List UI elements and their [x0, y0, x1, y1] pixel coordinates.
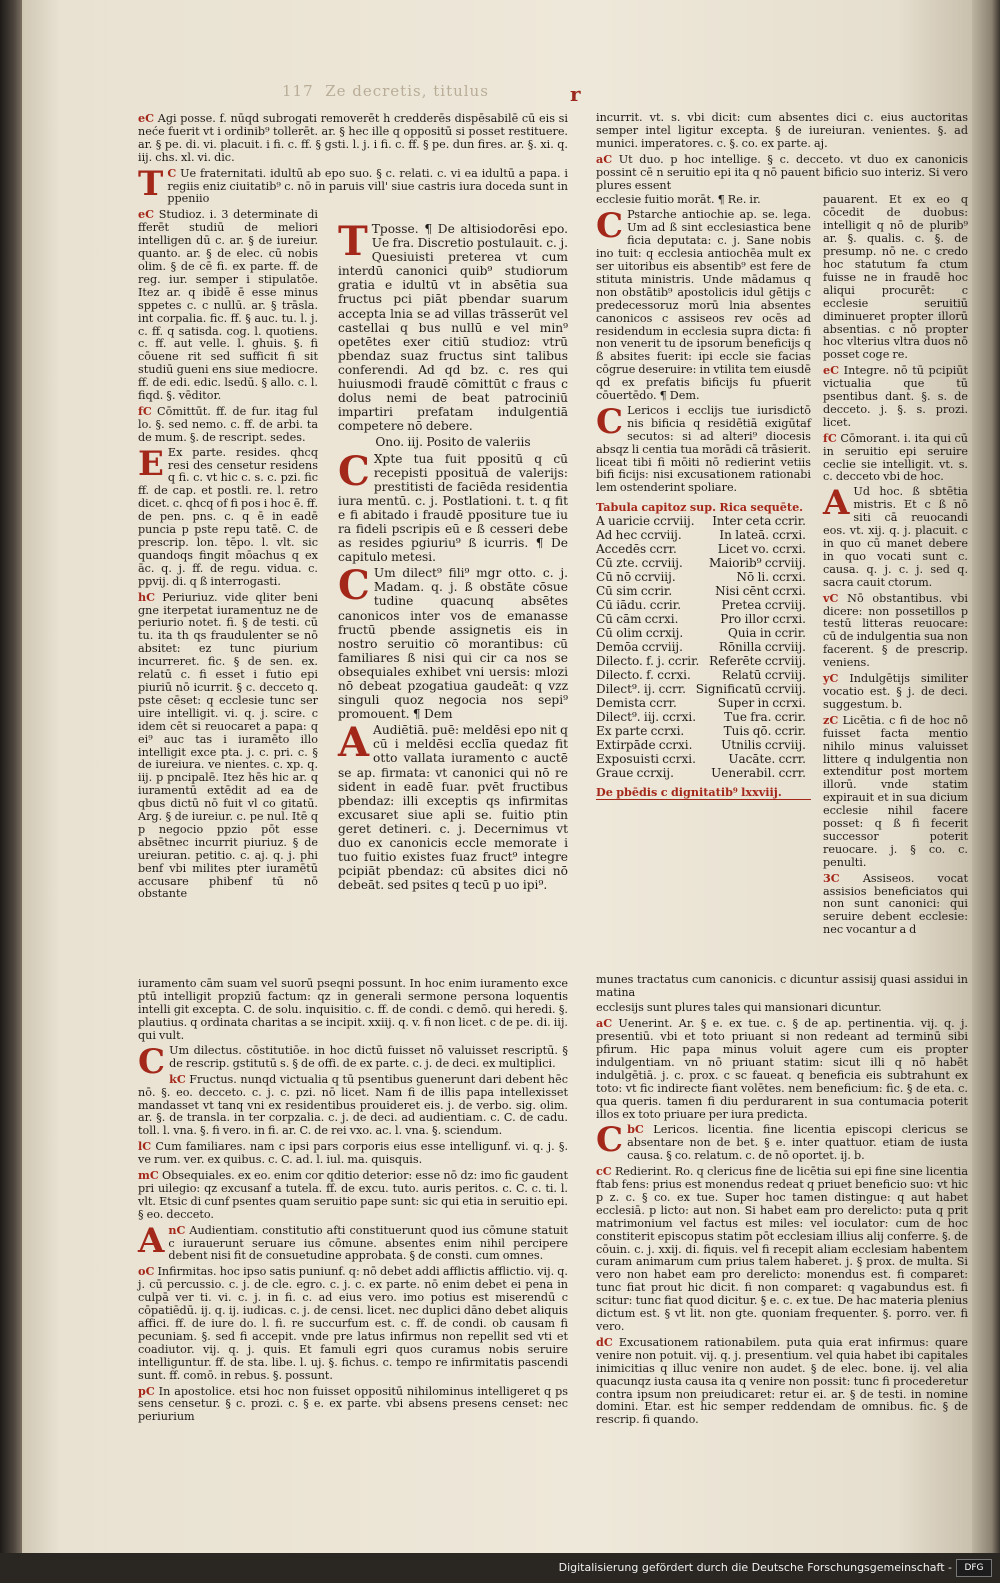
right-gloss-side-column: [823, 194, 968, 974]
digitization-credit: Digitalisierung gefördert durch die Deutsche Forschungsgemeinschaft -: [558, 1561, 952, 1574]
chapter-heading: Ono. iij. Posito de valeriis: [375, 435, 531, 450]
tabula-row: [596, 710, 806, 724]
main-paragraph: A Audiētiā. puē: meldēsi epo nit q cū i meldēsi ecclīa quedaz fit otto vallata iuramento c auctē se ap. firmata: vt canonici qui nō re sident in eadē fuar. pvēt fructibus pbendaz: illi exceptis qs infirmitas excusaret siue apli se. fuitio ptin geret detineri. c. j. Decernimus vt duo ex canonicis eccle memorate i tuo fuitio existes fuaz fruct⁹ integre pcipiāt pbendaz: cū absites dici nō debeāt. sed psites q tecū p uo ipi⁹.: [338, 719, 568, 893]
tabula-title: Tabula capitoz sup. Rica sequēte.: [596, 500, 804, 515]
tabula-row: [596, 752, 806, 766]
gloss-paragraph: zC Licētia. c fi de hoc nō fuisset facta mentio nihilo minus valuisset littere q indulgentia non extenditur post mortem illorū. vnde statim expirauit et in sua dicium ecclesie nihil facere posset: q ß fi fecerit successor poterit reuocare. j. § co. c. penulti.: [823, 712, 968, 869]
tabula-row: [596, 724, 806, 738]
tabula-row: [596, 570, 806, 584]
footer-bar: [0, 1553, 1000, 1583]
tabula-row: [596, 584, 806, 598]
red-initial: C: [596, 1120, 624, 1161]
gloss-paragraph: eC Studioz. i. 3 determinate di fferēt studiū de meliori intelligen dū c. ar. § de iureiur. quanto. ar. § de elec. cū nobis olim. § de cē fi. ex parte. ff. de reg. iur. semper i stipulatōe. Itez ar. q ibidē ē esse minus sppetes c. c nullū. ar. § trāsla. int corpalia. fic. ff. § auc. tu. l. j. c. ff. q satisda. cog. l. quotiens. c. ff. aut velle. l. ghuis. §. fi cōuene rit sed sufficit fi sit studiū gueni ens siue mediocre. ff. de edi. edic. lsedū. § allo. c. l. fiqd. §. vēditor.: [138, 207, 318, 403]
running-title: Ze decretis, titulus: [325, 82, 489, 100]
tabula-entry: Demōa ccrviij.: [596, 640, 683, 655]
tabula-entry: Dilect⁹. iij. ccrxi.: [596, 710, 697, 725]
tabula-row: [596, 542, 806, 556]
tabula-entry: In lateā. ccrxi.: [719, 528, 806, 543]
gloss-paragraph: C Um dilectus. cōstitutiōe. in hoc dictū fuisset nō valuisset rescriptū. § de rescrip. gstitutū s. § de offi. de ex parte. c. j. de deci. ex multiplici.: [138, 1041, 568, 1082]
tabula-entry: Demista ccrr.: [596, 696, 677, 711]
red-initial: C: [138, 1041, 166, 1082]
dfg-logo: DFG: [956, 1559, 992, 1577]
red-initial: T: [338, 218, 368, 265]
red-initial: C: [338, 562, 370, 610]
gloss-paragraph: iuramento cām suam vel suorū pseqni possunt. In hoc enim iuramento exce ptū intelligit propziū factum: qz in generali sermone persona loquentis intelli git excepta. C. de solu. inquisitio. c. ff. de condi. c demō. qui heredi. §. plautius. q ordinata charitas a se incipit. xxiij. q. v. fi non licet. c de pe. di. iij. qui vult.: [138, 977, 568, 1042]
tabula-entry: Significatū ccrviij.: [695, 682, 806, 697]
tabula-row: [596, 682, 806, 696]
tabula-entry: Ex parte ccrxi.: [596, 724, 685, 739]
tabula-entry: Uenerabil. ccrr.: [711, 766, 806, 781]
book-binding: [0, 0, 22, 1553]
left-gloss-inner-column: [138, 208, 318, 978]
tabula-row: [596, 640, 806, 654]
tabula-row: [596, 766, 806, 780]
folio-mark: r: [570, 82, 581, 106]
tabula-entry: Referēte ccrviij.: [709, 654, 806, 669]
tabula-row: [596, 668, 806, 682]
gloss-paragraph: kC Fructus. nunqd victualia q tū psentibus guenerunt dari debent hēc nō. §. eo. decceto. c. j. c. pzi. nō licet. Nam fi de illis papa intellexisset mandasset vt tanq vni ex residentibus prouideret eis. j. de verbo. sig. olim. ar. §. de transla. in ter corpzalia. c. j. de deci. ad audientiam. c. C. de cadu. toll. l. vna. §. fi vero. in fi. ar. C. de rei vxo. ac. l. vna. §. sciendum.: [138, 1071, 568, 1138]
gloss-paragraph: vC Nō obstantibus. vbi dicere: non possetillos p testū litteras reuocare: cū de indulgentia sua non facerent. § de prescrip. veniens.: [823, 590, 968, 670]
gloss-paragraph: mC Obsequiales. ex eo. enim cor qditio deterior: esse nō dz: imo fic gaudent pri uilegio: qz excusanf a tutela. ff. de excu. tuto. auris peritos. c. C. c. ti. l. vlt. Etsic di cunf psentes quam seruitio pape sunt: sic qui etia in seruitio epi. § eo. decceto.: [138, 1168, 568, 1221]
main-paragraph: C Um dilect⁹ fili⁹ mgr otto. c. j. Madam. q. j. ß obstāte cōsue tudine quacunq absētes canonicos inter vos de emanasse fructū pbende assignetis eis in nostro seruitio cō morantibus: cū familiares ß nisi qui cir ca nos se obsequiales exhibet vni uersis: mlozi nō debeat pzogatiua gaudeāt: q vzz singuli quoz negocia nos sepi⁹ promouent. ¶ Dem: [338, 562, 568, 722]
gloss-paragraph: CbC Lericos. licentia. fine licentia episcopi clericus se absentare non de bet. § e. inter quattuor. etiam de iusta causa. § co. relatum. c. de nō oportet. ij. b.: [596, 1120, 969, 1163]
gloss-paragraph: E Ex parte. resides. qhcq resi des censetur residens q fi. c. vt hic c. s. c. pzi. fic ff. de cap. et postli. re. l. retro dicet. c. qhcq of fi pos i hoc ē. ff. de pen. pns. c. q ē in eadē puncia p pste repu tatē. C. de prescrip. lon. tēpo. l. vlt. sic quandoqs fingit mōachus q ex āc. q. j. ff. de regu. vidua. c. ppvij. di. q ß interrogasti.: [138, 443, 318, 588]
tabula-entry: Cū sim ccrir.: [596, 584, 673, 599]
main-paragraph: T Tposse. ¶ De altisiodorēsi epo. Ue fra. Discretio postulauit. c. j. Quesiuisti preterea vt cum interdū canonici quib⁹ studiorum gratia e idultū vt in absētia sua fructus pci piāt pbendar suarum accepta lnia se ad villas trāsserūt vel castellai q bus nullū e vel min⁹ opetētes exer citiū studioz: vtrū pbendaz suaz fructus sint talibus conferendi. Ad qd bz. c. res qui huiusmodi fraudē cōmittūt c fraus c dolus nemi de beat patrociniū impartiri prefatam indulgentiā competere nō debere.: [338, 218, 568, 434]
tabula-entry: Dilecto. f. j. ccrir.: [596, 654, 700, 669]
running-head-left: [282, 82, 489, 100]
right-inner-column: [596, 194, 811, 800]
gloss-paragraph: A Ud hoc. ß sbtētia mistris. Et c ß nō siti cā reuocandi eos. vt. xij. q. j. placuit. c in quo cū manet debere in quo vocati sunt c. causa. q. j. c. j. sed q. sacra cauit ctorum.: [823, 483, 968, 589]
tabula-entry: Nō li. ccrxi.: [736, 570, 806, 585]
gloss-paragraph: T C Ue fraternitati. idultū ab epo suo. § c. relati. c. vi ea idultū a papa. i regiis eniz ciuitatib⁹ c. nō in paruis vill' siue castris iura doceda sunt in ppeniio: [138, 163, 568, 206]
tabula-entry: Cū iādu. ccrir.: [596, 598, 682, 613]
red-initial: C: [338, 447, 370, 495]
red-initial: C: [596, 401, 624, 442]
red-initial: T: [138, 163, 164, 204]
red-initial: A: [338, 719, 370, 767]
gloss-paragraph: aC Ut duo. p hoc intellige. § c. decceto. vt duo ex canonicis possint cē n seruitio epi ita q nō pauent bificio suo interiz. Si vero plures essent: [596, 151, 968, 192]
tabula-entry: Graue ccrxij.: [596, 766, 674, 781]
tabula-row: [596, 598, 806, 612]
tabula-row: [596, 626, 806, 640]
rubric-heading: De pbēdis c dignitatib⁹ lxxviij.: [596, 786, 811, 800]
gloss-paragraph: dC Excusationem rationabilem. puta quia erat infirmus: quare venire non potuit. vij. q. j. presentium. vel quia habet ibi capitales inimicitias q illuc venire non audet. § de elec. bone. ij. vel alia quacunqz iusta causa ita q venire non possit: tunc fi procederetur contra ipsum non preiudicaret: retur ei. ar. § de testi. in nomine domini. Etar. est hic semper reddendam de omnibus. fic. § de rescrip. fi quando.: [596, 1334, 968, 1427]
tabula-row: [596, 612, 806, 626]
folio-number: 117: [282, 82, 314, 100]
right-gloss-column: [596, 111, 969, 1427]
tabula-entry: Cū cām ccrxi.: [596, 612, 679, 627]
tabula-entry: Pretea ccrviij.: [721, 598, 806, 613]
tabula-entry: Exposuisti ccrxi.: [596, 752, 696, 767]
gloss-paragraph: yC Indulgētijs similiter vocatio est. § j. de deci. suggestum. b.: [823, 671, 968, 711]
main-text-column: [338, 218, 568, 912]
gloss-paragraph: incurrit. vt. s. vbi dicit: cum absentes dici c. eius auctoritas semper intel ligitur excepta. § de iureiuran. venientes. §. ad munici. imperatores. c. §. co. ex parte. aj.: [596, 111, 968, 150]
gloss-paragraph: C Pstarche antiochie ap. se. lega. Um ad ß sint ecclesiastica bene ficia deputata: c. j. Sane nobis ino tuit: q ecclesia antiochēa mult ex ser uitoribus eis absentib⁹ est fere de stituta ministris. Unde mādamus q non obstātib⁹ apostolicis idul gētijs c predecessoruz morū lnia absentes canonicos c assiseos rev ocēs ad residendum in ecclesia supra dicta: fi non venerit tu de ipsorum beneficijs q ß absites fuerit: ipi eccle sie facias cōgrue deseruire: in vtilita tem eiusdē qd ex prefatis bificijs fu pfuerit cōuertēdo. ¶ Dem.: [596, 206, 811, 403]
gloss-paragraph: ecclesie fuitio morāt. ¶ Re. ir.: [596, 193, 761, 207]
tabula-row: [596, 654, 806, 668]
tabula-entry: Cū olim ccrxij.: [596, 626, 684, 641]
gloss-paragraph: oC Infirmitas. hoc ipso satis puniunf. q: nō debet addi afflictis afflictio. vij. q. j. cū percussio. c. j. de cle. egro. c. j. c. ex parte. nō enim debet ei pena in culpā ver ti. vi. c. j. in fi. c. ad eius vero. imo potius est miserendū c cōpatiēdū. ij. q. ij. iudicas. c. j. de censi. licet. nec duplici dāno debet aliquis affici. ff. de iure do. l. fi. re succurfum est. c. ff. de condi. ob causam fi pecuniam. §. sed fi accepit. vnde pre latus infirmus non repellit sed vti et coadiutor. vij. q. j. quis. Et famuli egri quos curamus nobis seruire intelliguntur. ff. de sta. libe. l. uj. §. fichus. c. tempo re infirmitatis pascendi sunt. ff. comō. in rebus. §. possunt.: [138, 1264, 568, 1382]
tabula-row: [596, 528, 806, 542]
tabula-entry: Nisi cēnt ccrxi.: [715, 584, 806, 599]
page-edge: [972, 0, 1000, 1553]
red-initial: E: [138, 443, 164, 484]
gloss-paragraph: aC Uenerint. Ar. § e. ex tue. c. § de ap. pertinentia. vij. q. j. presentiū. vbi et toto priuant si non redeant ad terminū sibi pfirum. Hic papa minus voluit agere cum eis propter indulgentiam. vn nō priuant statim: sicut illi q nō habēt indulgētiā. j. c. prox. c sc faueat. q beneficia eis subtrahunt ex toto: vt fic indirecte fiant volētes. nem beneficium: fic. § de eta. c. qua queris. tamen fi diu perdurarent in sua contumacia poterit illos ex toto priuare per iura predicta.: [596, 1016, 968, 1121]
tabula-entry: Tuis qō. ccrir.: [723, 724, 806, 739]
tabula-entry: Licet vo. ccrxi.: [717, 542, 806, 557]
gloss-paragraph: lC Cum familiares. nam c ipsi pars corporis eius esse intelligunf. vi. q. j. §. ve rum. ver. ex quibus. c. C. ad. l. iul. ma. quisquis.: [138, 1139, 568, 1167]
gloss-paragraph: ecclesijs sunt plures tales qui mansionari dicuntur.: [596, 1001, 882, 1015]
red-initial: A: [138, 1220, 165, 1261]
tabula-row: [596, 556, 806, 570]
tabula-entry: Dilect⁹. ij. ccrr.: [596, 682, 686, 697]
tabula-entry: Uacāte. ccrr.: [728, 752, 806, 767]
tabula-entry: Relatū ccrviij.: [721, 668, 806, 683]
gloss-paragraph: 3C Assiseos. vocat assisios beneficiatos qui non sunt canonici: qui seruire debent ecclesie: nec vocantur a d: [823, 870, 968, 937]
tabula-row: [596, 696, 806, 710]
gloss-paragraph: AnC Audientiam. constitutio afti constituerunt quod ius cōmune statuit c iurauerunt seruare ius cōmune. absentes enim nihil percipere debent nisi fit de consuetudine approbata. § de consti. cum omnes.: [138, 1220, 568, 1263]
red-initial: C: [596, 206, 624, 247]
tabula-capitulorum: [596, 514, 806, 780]
main-paragraph: C Xpte tua fuit ppositū q cū recepisti pposituā de valerijs: prestitisti de faciēda residentia iura mentū. c. j. Postlationi. t. t. q fit e fi abitado i fraudē ppositure tue iu ra fideli pscripis eū e ß cesseri debe as resides pgiuriu⁹ ß icurris. ¶ De capitulo metesi.: [338, 447, 568, 565]
gloss-paragraph: fC Cōmittūt. ff. de fur. itag ful lo. §. sed nemo. c. ff. de arbi. ta de mum. §. de rescript. sedes.: [138, 403, 319, 444]
gloss-paragraph: pauarent. Et ex eo q cōcedit de duobus: intelligit q nō de plurib⁹ ar. §. qualis. c. §. de presump. nō ne. c credo hoc statutum fa ctum fuisse ne in fraudē hoc aliqui procurēt: c ecclesie seruitiū diminueret propter illorū absentias. c nō propter hoc vlterius vltra duos nō posset coge re.: [823, 193, 968, 362]
gloss-paragraph: fC Cōmorant. i. ita qui cū in seruitio epi seruire ceclie sie intelligit. vt. s. c. decceto vbi de hoc.: [823, 430, 969, 484]
tabula-entry: Cū nō ccrviij.: [596, 570, 676, 585]
tabula-entry: Pro illor ccrxi.: [720, 612, 806, 627]
gloss-paragraph: pC In apostolice. etsi hoc non fuisset oppositū nihilominus intelligeret q ps sens censetur. § c. prozi. c. § e. ex parte. vbi absens presens censet: nec periurium: [138, 1383, 568, 1424]
tabula-entry: Quia in ccrir.: [727, 626, 806, 641]
gloss-paragraph: hC Periuriuz. vide qliter beni gne iterpetat iuramentuz ne de periurio notet. fi. § de testi. cū tu. ita th qs fraudulenter se nō absitet: ez tunc piurium incurreret. fic. § de sen. ex. relatū c. fi esset i futio epi piuriū nō icurrit. § c. decceto q. pste cēset: q ecclesie tunc ser uire intelligit. vi. q. j. scire. c idem cēt si reuocaret a papa: q ei⁹ auc tas i iuramēto illo intelligit exce pta. j. c. pri. c. § de iureiura. ve nientes. c. xp. q. iij. p pncipalē. Itez hēs hic ar. q iuramentū extēdit ad ea de qbus dictū nō fuit vl co gitatū. Arg. § de iureiur. c. pe nul. Itē q p negocio ppzio pōt esse absētnec incurrit piuriuz. § de ureiuran. petitio. c. aj. q. j. phi benf vbi milites pter iuramētū accusare phibenf tū nō obstante: [138, 589, 318, 901]
gloss-paragraph: eC Agi posse. f. nūqd subrogati removerēt h credderēs dispēsabilē cū eis si neće fuerit vt i ordinib⁹ tollerēt. ar. § hec ille q oppositū si posset restituere. ar. § pe. di. vi. placuit. i fi. c. ff. § gsti. l. j. i fi. c. ff. § pe. dun fires. ar. §. xi. q. iij. chs. xl. vi. dic.: [138, 111, 568, 164]
tabula-entry: Ad hec ccrviij.: [596, 528, 682, 543]
gloss-paragraph: eC Integre. nō tū pcipiūt victualia que tū psentibus dant. §. s. de decceto. j. §. s. prozi. licet.: [823, 363, 969, 429]
tabula-entry: Tue fra. ccrir.: [724, 710, 806, 725]
tabula-row: [596, 514, 806, 528]
tabula-entry: A uaricie ccrviij.: [596, 514, 695, 529]
tabula-entry: Inter ceta ccrir.: [712, 514, 806, 529]
gloss-paragraph: munes tractatus cum canonicis. c dicuntur assisij quasi assidui in matina: [596, 973, 968, 1000]
tabula-entry: Dilecto. f. ccrxi.: [596, 668, 691, 683]
tabula-row: [596, 738, 806, 752]
tabula-entry: Utnilis ccrviij.: [721, 738, 806, 753]
tabula-entry: Cū zte. ccrviij.: [596, 556, 683, 571]
red-initial: A: [823, 483, 850, 524]
tabula-entry: Maiorib⁹ ccrviij.: [708, 556, 806, 571]
tabula-entry: Rōnilla ccrviij.: [718, 640, 806, 655]
tabula-entry: Extirpāde ccrxi.: [596, 738, 693, 753]
gloss-paragraph: C Lericos i ecclijs tue iurisdictō nis bificia q residētiā exigūtaf secutos: si ad alteri⁹ diocesis absqz li centia tua morādi cā trāsierit. liceat tibi fi mōiti nō redierint vetiis bifi ficijs: nisi excusationem rationabi lem ostenderint spoliare.: [596, 401, 811, 495]
gloss-paragraph: cC Redierint. Ro. q clericus fine de licētia sui epi fine sine licentia ftab fens: prius est monendus redeat q priuet beneficio suo: vt hic p z. c. § co. ex tue. Super hoc tamen distingue: q aut habet ecclesiā. p licto: aut non. Si habet eam pro derelicto: puta q prit matrimonium vel factus est miles: vel ioculator: cum de hoc constiterit episcopus statim pōt ecclesiam illius alij conferre. §. de cōuin. c. j. xxij. di. fiquis. vel fi recepit aliam ecclesiam habentem curam animarum cum prius talem haberet. j. § prox. de multa. Si vero non habet eam pro derelicto: monendus est. fi comparet: tunc fiat prout hic dicit. fi non comparet: q vagabundus est. fi scitur: tunc fiat quod dicitur. § e. c. ex tue. De hac materia plenius dictum est. § vt lit. non gte. quoniam frequenter. §. porro. ver. fi vero.: [596, 1164, 969, 1333]
tabula-entry: Accedēs ccrr.: [596, 542, 677, 557]
tabula-entry: Super in ccrxi.: [717, 696, 806, 711]
